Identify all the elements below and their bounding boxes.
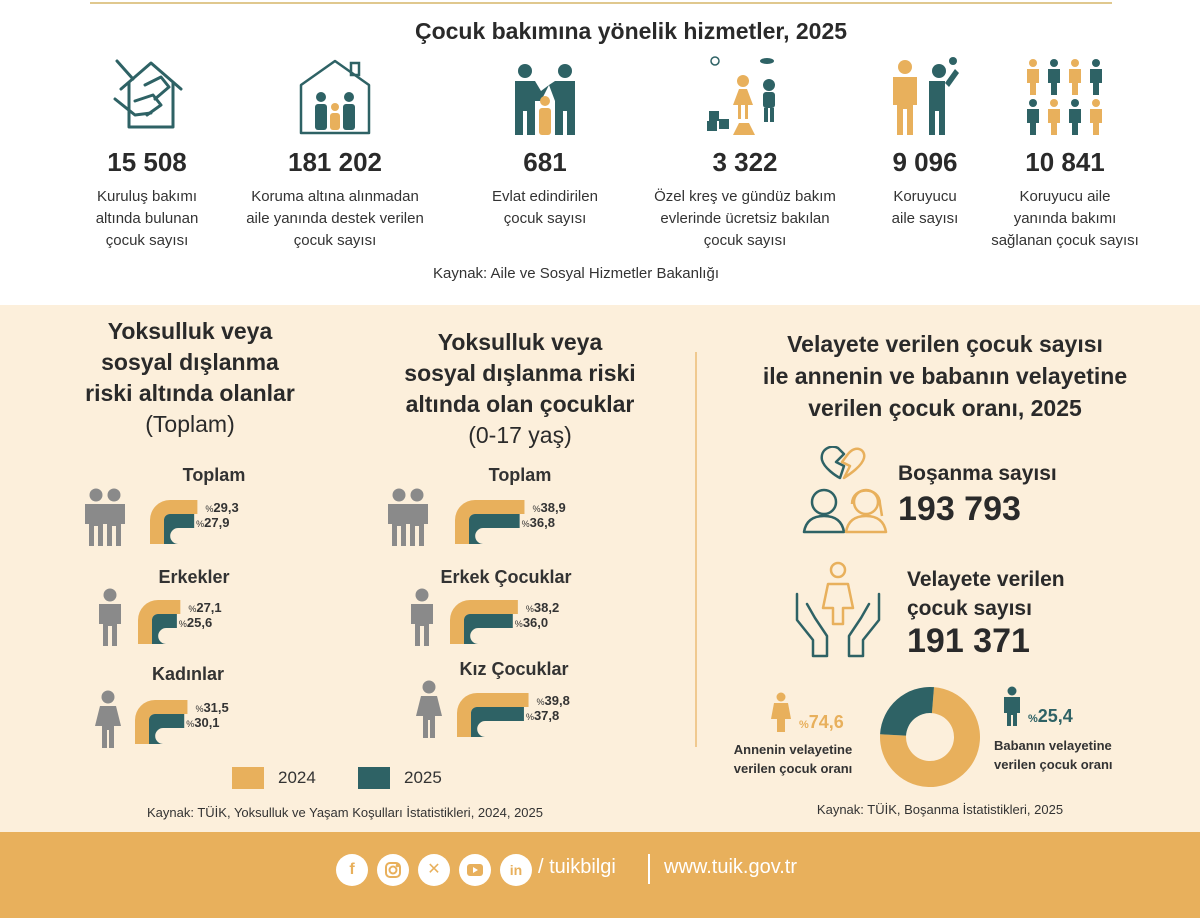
x-twitter-icon[interactable]: ✕ xyxy=(418,854,450,886)
footer-separator xyxy=(648,854,650,884)
bar-2025 xyxy=(469,514,520,544)
source-custody: Kaynak: TÜİK, Boşanma İstatistikleri, 2025 xyxy=(816,802,1064,817)
facebook-icon[interactable]: f xyxy=(336,854,368,886)
legend-label-2025: 2025 xyxy=(404,768,442,787)
father-icon xyxy=(1001,686,1023,726)
top-divider xyxy=(90,2,1112,4)
value-label-2024: %39,8 xyxy=(536,693,570,708)
value-label-2025: %30,1 xyxy=(186,715,220,730)
stat-institutional-care xyxy=(82,55,212,252)
man-icon xyxy=(403,488,431,546)
stat-foster-families xyxy=(865,55,985,230)
woman-icon xyxy=(415,680,443,738)
mother-icon xyxy=(770,692,792,732)
donut-slice-father xyxy=(880,687,934,736)
stat-label: Kuruluş bakımı altında bulunan çocuk sayısı xyxy=(95,188,199,249)
footer xyxy=(0,832,1200,918)
woman-icon xyxy=(94,690,122,748)
bar-2025 xyxy=(149,714,184,744)
poverty-total-title: Yoksulluk veya sosyal dışlanma riski altında olanlar (Toplam) xyxy=(85,318,295,437)
kindergarten-icon xyxy=(703,55,787,139)
legend-label-2024: 2024 xyxy=(278,768,316,787)
page-title: Çocuk bakımına yönelik hizmetler, 2025 xyxy=(414,18,848,44)
group-label: Erkekler xyxy=(158,567,230,587)
group-label: Erkek Çocuklar xyxy=(440,567,572,587)
group-label: Toplam xyxy=(182,465,246,485)
stat-value: 9 096 xyxy=(892,147,958,177)
value-label-2024: %38,9 xyxy=(532,500,566,515)
instagram-icon[interactable] xyxy=(377,854,409,886)
value-label-2024: %38,2 xyxy=(525,600,560,615)
group-label: Toplam xyxy=(488,465,552,485)
custody-title: Velayete verilen çocuk sayısı ile annenin ve babanın velayetine verilen çocuk oranı, 2025 xyxy=(762,331,1128,421)
bar-2025 xyxy=(152,614,177,644)
father-label: Babanın velayetine verilen çocuk oranı xyxy=(994,738,1113,772)
stat-value: 181 202 xyxy=(288,147,382,177)
stat-value: 10 841 xyxy=(1025,147,1105,177)
stat-daycare xyxy=(635,55,855,252)
stat-value: 3 322 xyxy=(712,147,778,177)
bar-2025 xyxy=(471,707,524,737)
adoption-family-icon xyxy=(503,55,587,139)
stat-foster-children xyxy=(975,55,1155,252)
youtube-icon[interactable] xyxy=(459,854,491,886)
legend-swatch-2025 xyxy=(358,767,390,789)
children-group-icon xyxy=(1023,55,1107,139)
mother-pct: %74,6 xyxy=(799,712,844,732)
source-poverty: Kaynak: TÜİK, Yoksulluk ve Yaşam Koşulları İstatistikleri, 2024, 2025 xyxy=(147,805,543,820)
website-link[interactable]: www.tuik.gov.tr xyxy=(664,856,797,878)
value-label-2025: %36,8 xyxy=(521,515,555,530)
foster-parent-icon xyxy=(883,55,967,139)
poverty-children-title: Yoksulluk veya sosyal dışlanma riski altında olan çocuklar (0-17 yaş) xyxy=(404,329,636,448)
man-icon xyxy=(100,488,128,546)
legend-swatch-2024 xyxy=(232,767,264,789)
custody-donut-chart xyxy=(878,685,982,789)
value-label-2024: %31,5 xyxy=(195,700,229,715)
section-divider xyxy=(695,352,697,747)
family-house-icon xyxy=(293,55,377,139)
stat-label: Evlat edindirilen çocuk sayısı xyxy=(492,188,598,227)
man-icon xyxy=(408,588,436,646)
divorce-icon xyxy=(800,446,890,534)
stat-label: Koruyucu aile sayısı xyxy=(891,188,959,227)
father-pct: %25,4 xyxy=(1028,706,1073,726)
group-label: Kız Çocuklar xyxy=(459,659,569,679)
bar-2025 xyxy=(164,514,194,544)
stat-adoption xyxy=(470,55,620,230)
divorce-label: Boşanma sayısı xyxy=(898,462,1057,485)
bar-2025 xyxy=(464,614,513,644)
divorce-value: 193 793 xyxy=(898,490,1021,528)
custody-children-value: 191 371 xyxy=(907,622,1030,660)
value-label-2024: %29,3 xyxy=(205,500,239,515)
linkedin-icon[interactable]: in xyxy=(500,854,532,886)
stat-label: Özel kreş ve gündüz bakım evlerinde ücretsiz bakılan çocuk sayısı xyxy=(654,188,836,249)
stat-family-support xyxy=(225,55,445,252)
value-label-2024: %27,1 xyxy=(188,600,222,615)
mother-label: Annenin velayetine verilen çocuk oranı xyxy=(733,742,853,776)
stat-label: Koruma altına alınmadan aile yanında destek verilen çocuk sayısı xyxy=(246,188,424,249)
value-label-2025: %36,0 xyxy=(514,615,549,630)
value-label-2025: %37,8 xyxy=(525,708,560,723)
stat-label: Koruyucu aile yanında bakımı sağlanan çocuk sayısı xyxy=(991,188,1139,249)
value-label-2025: %25,6 xyxy=(178,615,213,630)
stat-value: 681 xyxy=(523,147,567,177)
custody-children-icon xyxy=(793,560,883,658)
man-icon xyxy=(96,588,124,646)
social-handle[interactable]: / tuikbilgi xyxy=(538,856,616,878)
source-top: Kaynak: Aile ve Sosyal Hizmetler Bakanlığı xyxy=(433,265,719,282)
value-label-2025: %27,9 xyxy=(196,515,230,530)
hands-home-icon xyxy=(105,55,189,139)
custody-children-label: Velayete verilen çocuk sayısı xyxy=(907,568,1065,620)
group-label: Kadınlar xyxy=(151,664,225,684)
stat-value: 15 508 xyxy=(107,147,187,177)
